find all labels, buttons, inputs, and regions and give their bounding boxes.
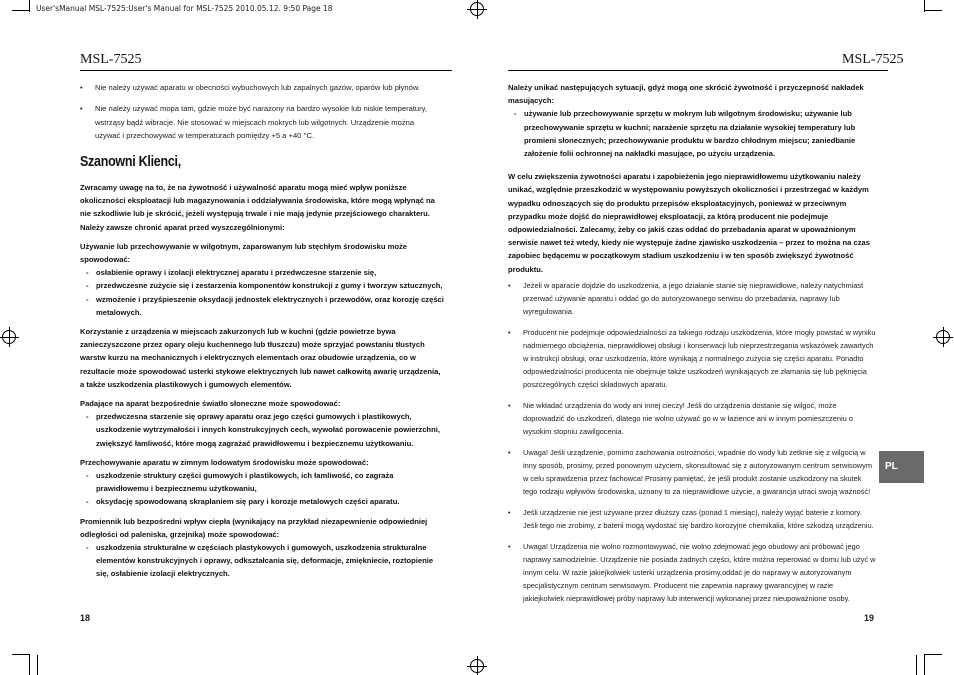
bullet-list [80, 81, 440, 150]
list-item: • Uwaga! Urządzenia nie wolno rozmontowywać, nie wolno zdejmować jego obudowy ani próbować jego naprawy samodzielnie. Urządzenie nie posiada żadnych części, które można reperować w domu lub użyć w innym celu. W razie jakiejkolwiek usterki urządzenia prosimy,oddać je do naprawy w autoryzowanym specjalistycznym centrum serwisowym. Producent nie zapewnia naprawy gwarancyjnej w razie jakiejkolwiek nieprawidłowej próby naprawy lub interwencji wykonanej przez nieupoważnione osoby. [508, 540, 876, 605]
list-item: • Nie należy używać mopa tam, gdzie może być narażony na bardzo wysokie lub niskie temperatury, wstrząsy bądź wibracje. Nie stosować w miejscach mokrych lub wilgotnych. Urządzenie można używać i przechowywać w temperaturach pomiędzy +5 a +40 °C. [80, 102, 440, 142]
page-number: 18 [80, 613, 91, 623]
list-item: • Nie wkładać urządzenia do wody ani innej cieczy! Jeśli do urządzenia dostanie się wilgoć, może doprowadzić do uszkodzeń, dlatego nie wolno używać go w w łazience ani w innym pomieszczeniu o wysokim stopniu zawilgocenia. [508, 399, 876, 438]
list-item: • Jeżeli w aparacie dojdzie do uszkodzenia, a jego działanie stanie się nieprawidłowe, należy natychmiast przerwać używanie aparatu i oddać go do autoryzowanego serwisu do przebadania, naprawy lub wyregulowania. [508, 279, 876, 318]
list-item: - osłabienie oprawy i izolacji elektrycznej aparatu i przedwczesne starzenie się, [86, 266, 445, 279]
list-item: • Producent nie podejmuje odpowiedzialności za takiego rodzaju uszkodzenia, które mogły powstać w wyniku nadmiernego obciążenia, nieprawidłowej obsługi i konserwacji lub nieprzestrzegania wskazówek zawartych w instrukcji obsługi, oraz uszkodzenia, które wynikają z normalnego zużycia się części aparatu. Ponadto odpowiedzialności producenta nie obejmuje także uszkodzeń wynikających ze złamania się lub pęknięcia poszczególnych części składowych aparatu. [508, 326, 876, 391]
crop-mark [916, 655, 917, 675]
model-label: MSL-7525 [842, 52, 904, 67]
dash-list [508, 107, 873, 160]
paragraph: Należy unikać następujących sytuacji, gdyż mogą one skrócić żywotność i przyczepność nakładek masujących: [508, 83, 864, 106]
list-item: - używanie lub przechowywanie sprzętu w mokrym lub wilgotnym środowisku; używanie lub przechowywanie sprzętu w kuchni; narażenie sprzętu na działanie wysokiej temperatury lub promieni słonecznych; przechowywanie produktu w bardzo chłodnym miejscu; zaniedbanie założenie folii ochronnej na nakładki masujące, po użyciu urządzenia. [514, 107, 873, 160]
list-item: - przedwczesne zużycie się i zestarzenia komponentów konstrukcji z gumy i tworzyw sztucznych, [86, 279, 445, 292]
list-item: - wzmożenie i przyśpieszenie oksydacji jednostek elektrycznych i przewodów, oraz korozję części metalowych. [86, 293, 445, 319]
crop-mark [924, 655, 925, 675]
crop-mark [924, 0, 925, 12]
list-item: - oksydację spowodowaną skraplaniem się pary i korozje metalowych części aparatu. [86, 495, 445, 508]
dash-list [80, 541, 445, 581]
header-rule [508, 70, 888, 71]
crop-mark [924, 654, 942, 655]
dash-list [80, 266, 445, 319]
list-item: - uszkodzenia strukturalne w częściach plastykowych i gumowych, uszkodzenia strukturalne elementów konstrukcyjnych i oprawy, odkształcania się, deformacje, zmiękniecie, roztopienie się, osłabienie izolacji elektrycznych. [86, 541, 445, 581]
body-text [508, 81, 873, 282]
registration-mark [936, 330, 950, 344]
paragraph: Używanie lub przechowywanie w wilgotnym, zaparowanym lub stęchłym środowisku może spowodować: [80, 241, 408, 265]
list-item: • Nie należy używać aparatu w obecności wybuchowych lub zapalnych gazów, oparów lub płynów. [80, 81, 440, 94]
paragraph: Padające na aparat bezpośrednie światło słoneczne może spowodować: [80, 399, 341, 409]
list-item: - uszkodzenie struktury części gumowych i plastikowych, ich łamliwość, co zagraża prawidłowemu i bezpiecznemu użytkowaniu, [86, 469, 445, 495]
page-title: Szanowni Klienci, [80, 154, 181, 170]
list-item: • Uwaga! Jeśli urządzenie, pomimo zachowania ostrożności, wpadnie do wody lub zetknie się z wilgocią w inny sposób, prosimy, przed ponownym użyciem, skonsultować się z autoryzowanym centrum serwisowym w celu sprawdzenia przez fachowca! Prosimy pamiętać, że jeśli produkt zostanie uszkodzony na skutek tego rodzaju wpływów środowiska, uznany to za nieprawidłowe użycie, a gwarancja utraci swoją ważność! [508, 446, 876, 498]
bullet-list [508, 279, 876, 613]
crop-mark [924, 10, 942, 11]
paragraph: Zwracamy uwagę na to, że na żywotność i używalność aparatu mogą mieć wpływ poniższe okoliczności eksploatacji lub magazynowania i oddziaływania środowiska, które mogą wpłynąć na nie szkodliwie lub je skrócić, jeżeli występują trwale i nie mają jedynie przejściowego charakteru. Należy zawsze chronić aparat przed wyszczególnionymi: [80, 183, 435, 232]
body-text [80, 181, 445, 581]
paragraph: Korzystanie z urządzenia w miejscach zakurzonych lub w kuchni (gdzie powietrze bywa zanieczyszczone przez opary oleju kuchennego lub tłuszczu) może sprzyjać powstaniu tłustych warstw kurzu na mechanicznych i elektrycznych elementach oraz obudowie urządzenia, co w rezultacie może spowodować usterki stykowe elektrycznych lub nawet całkowitą awarię urządzenia, a także uszkodzenia plastikowych i gumowych elementów. [80, 327, 441, 389]
dash-list [80, 469, 445, 509]
list-item: - przedwczesna starzenie się oprawy aparatu oraz jego części gumowych i plastikowych, uszkodzenie wytrzymałości i innych konstrukcyjnych cech, wywołać porowacenie powierzchni, zwiększyć łamliwość, które mogą zagrażać prawidłowemu i bezpiecznemu użytkowaniu. [86, 410, 445, 450]
file-header: User'sManual MSL-7525:User's Manual for MSL-7525 2010.05.12. 9:50 Page 18 [36, 2, 466, 16]
model-label: MSL-7525 [80, 52, 142, 67]
page-number: 19 [864, 613, 875, 623]
header-rule [80, 70, 452, 71]
paragraph: W celu zwiększenia żywotności aparatu i zapobieżenia jego nieprawidłowemu użytkowaniu należy unikać, względnie przeszkodzić w występowaniu powyższych okoliczności i przestrzegać w każdym wypadku odnoszących się do produktu przepisów eksploatacyjnych, ponieważ w przeciwnym przypadku może dojść do nieprawidłowej eksploatacji, za którą producent nie podejmuje odpowiedzialności. Zalecamy, żeby co jakiś czas oddać do przebadania aparat w upoważnionym serwisie nawet też wtedy, kiedy nie występuje żadne zjawisko uszkodzenia – przez to można na czas zapobiec będącemu w początkowym stadium uszkodzeniu i w ten sposób zwiększyć żywotność produktu. [508, 172, 870, 274]
paragraph: Promiennik lub bezpośredni wpływ ciepła (wynikający na przykład niezapewnienie odpowiedniej odległości od paleniska, grzejnika) może spowodować: [80, 516, 428, 539]
dash-list [80, 410, 445, 450]
paragraph: Przechowywanie aparatu w zimnym lodowatym środowisku może spowodować: [80, 457, 369, 467]
list-item: • Jeśli urządzenie nie jest używane przez dłuższy czas (ponad 1 miesiąc), należy wyjąć baterie z komory. Jeśli tego nie zrobimy, z baterii mogą wydostać się bardzo korozyjne chemikalia, które szkodzą urządzeniu. [508, 506, 876, 532]
language-tab: PL [879, 451, 924, 483]
